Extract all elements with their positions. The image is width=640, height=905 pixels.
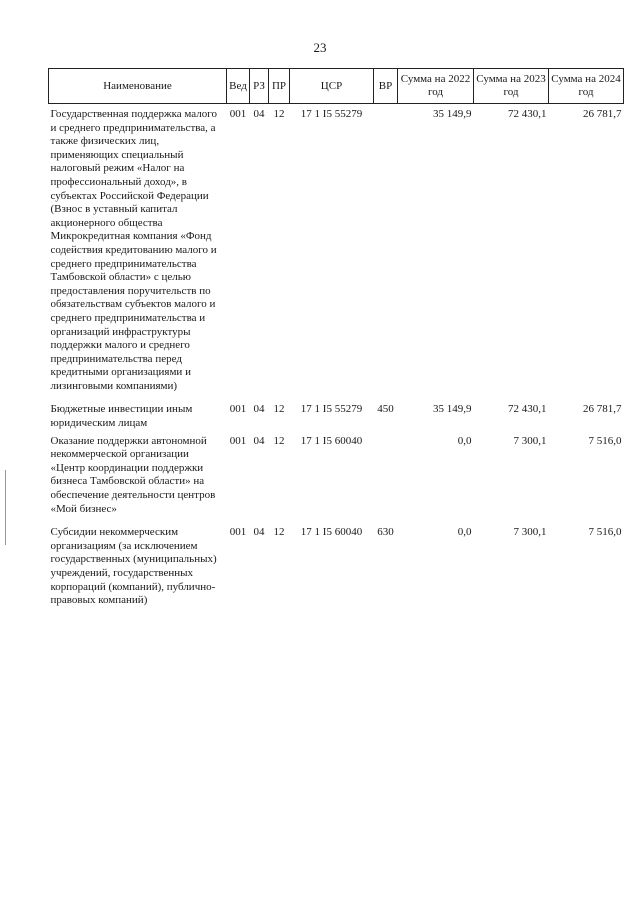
header-sum-2023: Сумма на 2023 год <box>474 69 549 104</box>
row-csr: 17 1 I5 55279 <box>300 403 363 416</box>
row-pr: 12 <box>273 434 285 447</box>
header-ved: Вед <box>227 69 250 104</box>
header-rz: РЗ <box>250 69 269 104</box>
row-pr: 12 <box>273 403 285 416</box>
row-ved: 001 <box>229 434 247 447</box>
header-sum-2024: Сумма на 2024 год <box>549 69 624 104</box>
row-vr: 450 <box>377 403 394 416</box>
table-row <box>49 393 624 430</box>
row-vr <box>374 431 398 517</box>
row-csr: 17 1 I5 60040 <box>300 526 363 539</box>
header-pr: ПР <box>269 69 290 104</box>
row-sum-2022: 35 149,9 <box>433 403 472 416</box>
row-sum-2023: 7 300,1 <box>513 526 547 539</box>
table-row <box>49 516 624 608</box>
row-sum-2023: 72 430,1 <box>508 108 547 120</box>
budget-table <box>48 68 624 608</box>
header-vr: ВР <box>374 69 398 104</box>
page-number: 23 <box>313 40 327 55</box>
row-sum-2022: 0,0 <box>457 434 472 447</box>
row-name: Субсидии некоммерческим организациям (за исключением государственных (муниципальных) учреждений, государственных корпораций (компаний), публично-правовых компаний) <box>50 526 217 607</box>
row-name: Государственная поддержка малого и среднего предпринимательства, а также физических лиц, применяющих специальный налоговый режим «Налог на профессиональный доход», в субъектах Российской Федерации (Взнос в уставный капитал акционерного общества Микрокредитная компания «Фонд содействия кредитованию малого и среднего предпринимательства Тамбовской области» с целью предоставления поручительств по обязательствам субъектов малого и среднего предпринимательства и организаций инфраструктуры поддержки малого и среднего предпринимательства перед кредитными организациями и лизинговыми компаниями) <box>50 108 218 392</box>
row-ved: 001 <box>229 108 247 120</box>
row-ved: 001 <box>229 403 247 416</box>
table-row <box>49 104 624 394</box>
row-rz: 04 <box>253 403 265 416</box>
table-header-row <box>49 69 624 104</box>
table-row <box>49 431 624 517</box>
row-name: Оказание поддержки автономной некоммерческой организации «Центр координации поддержки бизнеса Тамбовской области» на обеспечение деятельности центров «Мой бизнес» <box>50 434 216 515</box>
header-name: Наименование <box>49 69 227 104</box>
row-pr: 12 <box>273 108 285 120</box>
row-sum-2023: 72 430,1 <box>508 403 547 416</box>
scan-artifact-mark <box>5 470 6 545</box>
row-sum-2024: 7 516,0 <box>588 526 622 539</box>
row-sum-2024: 7 516,0 <box>588 434 622 447</box>
row-name: Бюджетные инвестиции иным юридическим лицам <box>50 403 193 430</box>
row-vr: 630 <box>377 526 394 539</box>
row-rz: 04 <box>253 526 265 539</box>
row-sum-2023: 7 300,1 <box>513 434 547 447</box>
header-csr: ЦСР <box>290 69 374 104</box>
row-csr: 17 1 I5 55279 <box>300 108 363 120</box>
row-sum-2024: 26 781,7 <box>583 108 622 120</box>
row-sum-2024: 26 781,7 <box>583 403 622 416</box>
row-csr: 17 1 I5 60040 <box>300 434 363 447</box>
row-sum-2022: 35 149,9 <box>433 108 472 120</box>
row-ved: 001 <box>229 526 247 539</box>
row-pr: 12 <box>273 526 285 539</box>
row-sum-2022: 0,0 <box>457 526 472 539</box>
row-rz: 04 <box>253 434 265 447</box>
header-sum-2022: Сумма на 2022 год <box>398 69 474 104</box>
row-vr <box>374 104 398 394</box>
row-rz: 04 <box>253 108 265 120</box>
